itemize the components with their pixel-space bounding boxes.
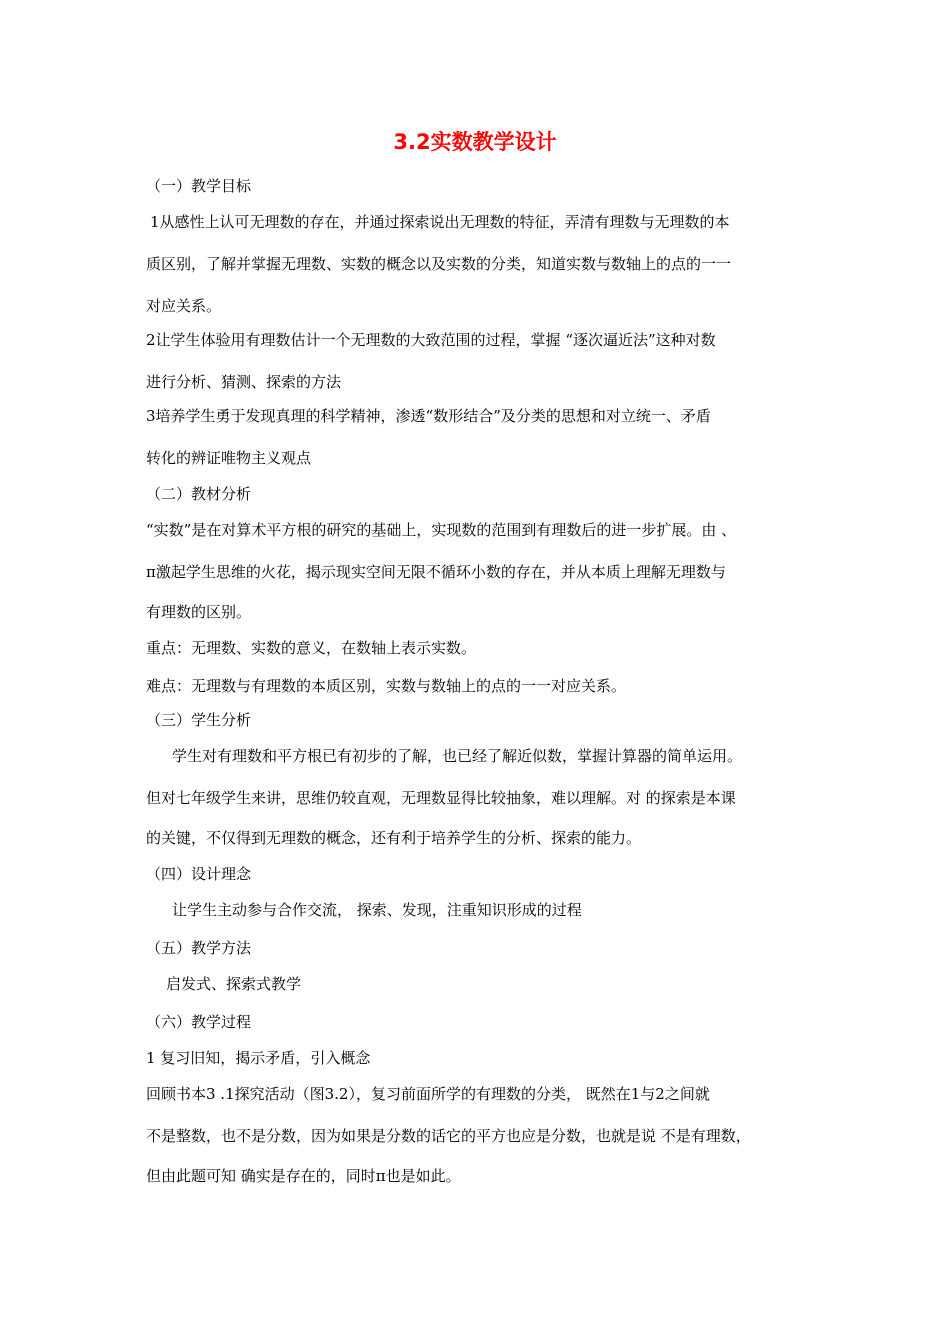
paragraph-line: 有理数的区别。 bbox=[146, 603, 252, 621]
document-title: 3.2实数教学设计 bbox=[393, 130, 557, 154]
section-heading-materials: （二）教材分析 bbox=[146, 485, 252, 503]
paragraph-line: 质区别，了解并掌握无理数、实数的概念以及实数的分类，知道实数与数轴上的点的一一 bbox=[146, 255, 732, 273]
paragraph-line: “实数”是在对算术平方根的研究的基础上，实现数的范围到有理数后的进一步扩展。由 、 bbox=[146, 521, 737, 539]
paragraph-line: 3培养学生勇于发现真理的科学精神，渗透“数形结合”及分类的思想和对立统一、矛盾 bbox=[146, 407, 711, 425]
paragraph-line: 但由此题可知 确实是存在的，同时π也是如此。 bbox=[146, 1167, 461, 1185]
paragraph-line: 对应关系。 bbox=[146, 297, 222, 315]
paragraph-line: 1从感性上认可无理数的存在，并通过探索说出无理数的特征，弄清有理数与无理数的本 bbox=[150, 213, 730, 231]
paragraph-line: 启发式、探索式教学 bbox=[166, 975, 302, 993]
paragraph-line: 学生对有理数和平方根已有初步的了解，也已经了解近似数，掌握计算器的简单运用。 bbox=[172, 747, 743, 765]
paragraph-line: 进行分析、猜测、探索的方法 bbox=[146, 373, 342, 391]
section-heading-process: （六）教学过程 bbox=[146, 1013, 252, 1031]
paragraph-line: 回顾书本3 .1探究活动（图3.2），复习前面所学的有理数的分类， 既然在1与2之间就 bbox=[146, 1085, 710, 1103]
paragraph-line: 不是整数，也不是分数，因为如果是分数的话它的平方也应是分数，也就是说 不是有理数， bbox=[146, 1127, 751, 1145]
step-heading: 1 复习旧知，揭示矛盾，引入概念 bbox=[146, 1049, 371, 1067]
key-point-line: 重点：无理数、实数的意义，在数轴上表示实数。 bbox=[146, 639, 477, 657]
section-heading-concept: （四）设计理念 bbox=[146, 865, 252, 883]
difficulty-line: 难点：无理数与有理数的本质区别，实数与数轴上的点的一一对应关系。 bbox=[146, 677, 627, 695]
section-heading-objectives: （一）教学目标 bbox=[146, 177, 252, 195]
paragraph-line: 2让学生体验用有理数估计一个无理数的大致范围的过程，掌握 “逐次逼近法”这种对数 bbox=[146, 331, 716, 349]
section-heading-methods: （五）教学方法 bbox=[146, 939, 252, 957]
paragraph-line: 转化的辨证唯物主义观点 bbox=[146, 449, 312, 467]
paragraph-line: 的关键，不仅得到无理数的概念，还有利于培养学生的分析、探索的能力。 bbox=[146, 829, 642, 847]
paragraph-line: π激起学生思维的火花，揭示现实空间无限不循环小数的存在，并从本质上理解无理数与 bbox=[146, 563, 726, 581]
paragraph-line: 但对七年级学生来讲，思维仍较直观，无理数显得比较抽象，难以理解。对 的探索是本课 bbox=[146, 789, 736, 807]
section-heading-students: （三）学生分析 bbox=[146, 711, 252, 729]
paragraph-line: 让学生主动参与合作交流， 探索、发现，注重知识形成的过程 bbox=[172, 901, 582, 919]
